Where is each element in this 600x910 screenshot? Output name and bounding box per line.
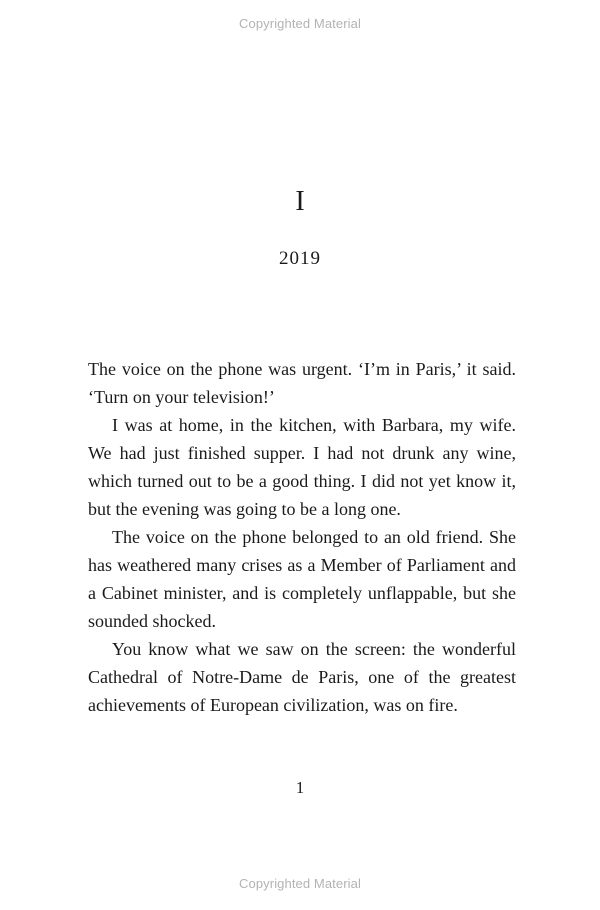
page-number: 1: [295, 778, 305, 797]
copyright-watermark-bottom: Copyrighted Material: [239, 876, 361, 891]
copyright-watermark-top: Copyrighted Material: [239, 16, 361, 31]
chapter-number: I: [295, 186, 305, 217]
chapter-title: 2019: [279, 248, 321, 269]
paragraph: You know what we saw on the screen: the wonderful Cathedral of Notre-Dame de Paris, one of the greatest achievements of European civilization, was on fire.: [88, 639, 516, 715]
body-text: [88, 355, 516, 719]
paragraph: The voice on the phone belonged to an old friend. She has weathered many crises as a Member of Parliament and a Cabinet minister, and is completely unflappable, but she sounded shocked.: [88, 527, 516, 631]
paragraph: I was at home, in the kitchen, with Barbara, my wife. We had just finished supper. I had not drunk any wine, which turned out to be a good thing. I did not yet know it, but the evening was going to be a long one.: [88, 415, 516, 519]
paragraph: The voice on the phone was urgent. ‘I’m in Paris,’ it said. ‘Turn on your television!’: [88, 359, 516, 407]
